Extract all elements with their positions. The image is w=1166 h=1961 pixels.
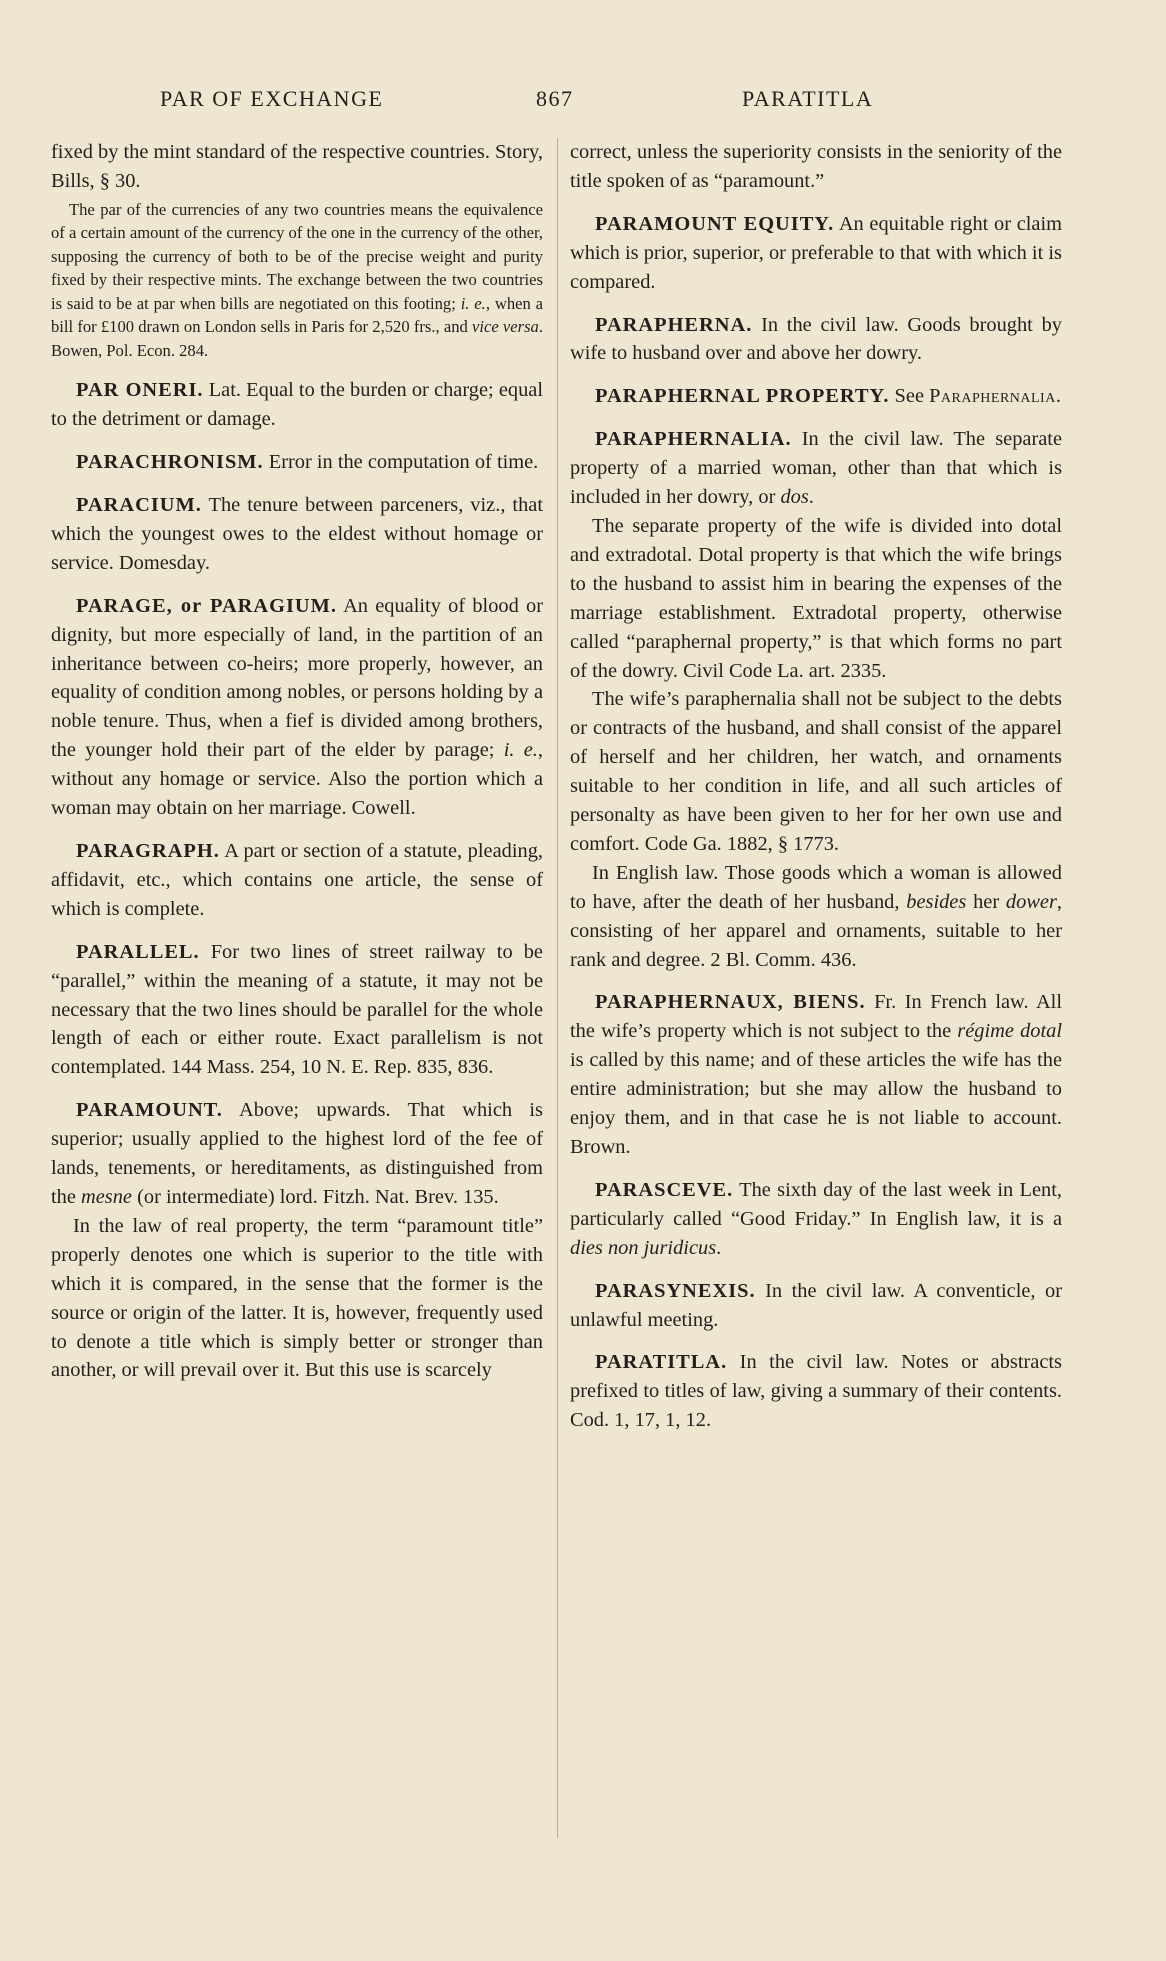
entry-paramount: PARAMOUNT. Above; upwards. That which is superior; usually applied to the highest lord of the fee of lands, tenements, or hereditaments, as distinguished from the mesne (or intermediate) lord. Fitzh. Nat. Brev. 135. [51,1099,543,1208]
right-column [570,138,1062,1435]
headword: PARAMOUNT EQUITY. [595,212,835,235]
headword: PARAGE, or PARAGIUM. [76,594,337,617]
continued-paragraph: correct, unless the superiority consists in the seniority of the title spoken of as “paramount.” [570,141,1062,192]
continued-paragraph: fixed by the mint standard of the respective countries. Story, Bills, § 30. [51,141,543,192]
running-head-left: PAR OF EXCHANGE [160,86,384,111]
entry-paraphernalia-paragraph: The separate property of the wife is divided into dotal and extradotal. Dotal property is that which the wife brings to the husband to assist him in bearing the expenses of the marriage establishment. Extradotal property, otherwise called “paraphernal property,” is that which forms no part of the dowry. Civil Code La. art. 2335. [570,514,1062,682]
entry-paragraph: PARAGRAPH. A part or section of a statute, pleading, affidavit, etc., which contains one article, the sense of which is complete. [51,840,543,920]
entry-parallel: PARALLEL. For two lines of street railway to be “parallel,” within the meaning of a statute, it may not be necessary that the two lines should be parallel for the whole length of each or either route. Exact parallelism is not contemplated. 144 Mass. 254, 10 N. E. Rep. 835, 836. [51,940,543,1079]
headword: PARAMOUNT. [76,1099,223,1122]
entry-paraphernaux-biens: PARAPHERNAUX, BIENS. Fr. In French law. All the wife’s property which is not subject to the régime dotal is called by this name; and of these articles the wife has the entire administration; but she may allow the husband to enjoy them, and in that case he is not liable to account. Brown. [570,991,1063,1158]
entry-parachronism: PARACHRONISM. Error in the computation of time. [76,451,539,474]
running-head-right: PARATITLA [742,86,874,111]
headword: PARALLEL. [76,940,200,963]
headword: PAR ONERI. [76,379,204,402]
headword: PARASYNEXIS. [595,1279,756,1302]
entry-par-oneri: PAR ONERI. Lat. Equal to the burden or charge; equal to the detriment or damage. [51,379,544,431]
entry-paracium: PARACIUM. The tenure between parceners, viz., that which the youngest owes to the eldest without homage or service. Domesday. [51,494,543,574]
headword: PARAPHERNA. [595,313,753,336]
entry-paramount-paragraph: In the law of real property, the term “paramount title” properly denotes one which is superior to the title with which it is compared, in the sense that the former is the source or origin of the latter. It is, however, frequently used to denote a title which is simply better or stronger than another, or will prevail over it. But this use is scarcely [51,1214,543,1382]
left-column [51,138,543,1385]
entry-paraphernalia-paragraph: The wife’s paraphernalia shall not be subject to the debts or contracts of the husband, and shall consist of the apparel of herself and her children, her watch, and ornaments suitable to her condition in life, and all such articles of personalty as have been given to her for her own use and comfort. Code Ga. 1882, § 1773. [570,688,1062,855]
page-number: 867 [536,86,574,111]
headword: PARAPHERNAL PROPERTY. [595,385,890,408]
running-head [0,86,1166,116]
entry-paraphernalia: PARAPHERNALIA. In the civil law. The separate property of a married woman, other than that which is included in her dowry, or dos. [570,428,1062,509]
small-print-note: The par of the currencies of any two countries means the equivalence of a certain amount of the currency of the one in the currency of the other, supposing the currency of both to be of the precise weight and purity fixed by their respective mints. The exchange between the two countries is said to be at par when bills are negotiated on this footing; i. e., when a bill for £100 drawn on London sells in Paris for 2,520 frs., and vice versa. Bowen, Pol. Econ. 284. [51,199,544,360]
entry-parage: PARAGE, or PARAGIUM. An equality of blood or dignity, but more especially of land, in the partition of an inheritance between co-heirs; more properly, however, an equality of condition among nobles, or persons holding by a noble tenure. Thus, when a fief is divided among brothers, the younger hold their part of the elder by parage; i. e., without any homage or service. Also the portion which a woman may obtain on her marriage. Cowell. [51,594,544,820]
headword: PARAPHERNALIA. [595,428,792,451]
headword: PARAPHERNAUX, BIENS. [595,991,866,1014]
entry-paraphernal-property: PARAPHERNAL PROPERTY. See Paraphernalia. [595,385,1062,408]
entry-parapherna: PARAPHERNA. In the civil law. Goods brought by wife to husband over and above her dowry. [570,313,1062,365]
column-divider [557,138,558,1838]
headword: PARACHRONISM. [76,451,264,474]
entry-paraphernalia-paragraph: In English law. Those goods which a woman is allowed to have, after the death of her husband, besides her dower, consisting of her apparel and ornaments, suitable to her rank and degree. 2 Bl. Comm. 436. [570,861,1063,971]
entry-paratitla: PARATITLA. In the civil law. Notes or abstracts prefixed to titles of law, giving a summary of their contents. Cod. 1, 17, 1, 12. [570,1351,1062,1432]
headword: PARAGRAPH. [76,840,220,862]
headword: PARATITLA. [595,1351,728,1374]
headword: PARACIUM. [76,494,202,517]
headword: PARASCEVE. [595,1178,734,1201]
cross-reference: Paraphernalia. [929,385,1062,408]
entry-paramount-equity: PARAMOUNT EQUITY. An equitable right or claim which is prior, superior, or preferable to that with which it is compared. [570,212,1062,293]
entry-parasceve: PARASCEVE. The sixth day of the last week in Lent, particularly called “Good Friday.” In English law, it is a dies non juridicus. [570,1178,1062,1259]
entry-parasynexis: PARASYNEXIS. In the civil law. A conventicle, or unlawful meeting. [570,1279,1062,1331]
